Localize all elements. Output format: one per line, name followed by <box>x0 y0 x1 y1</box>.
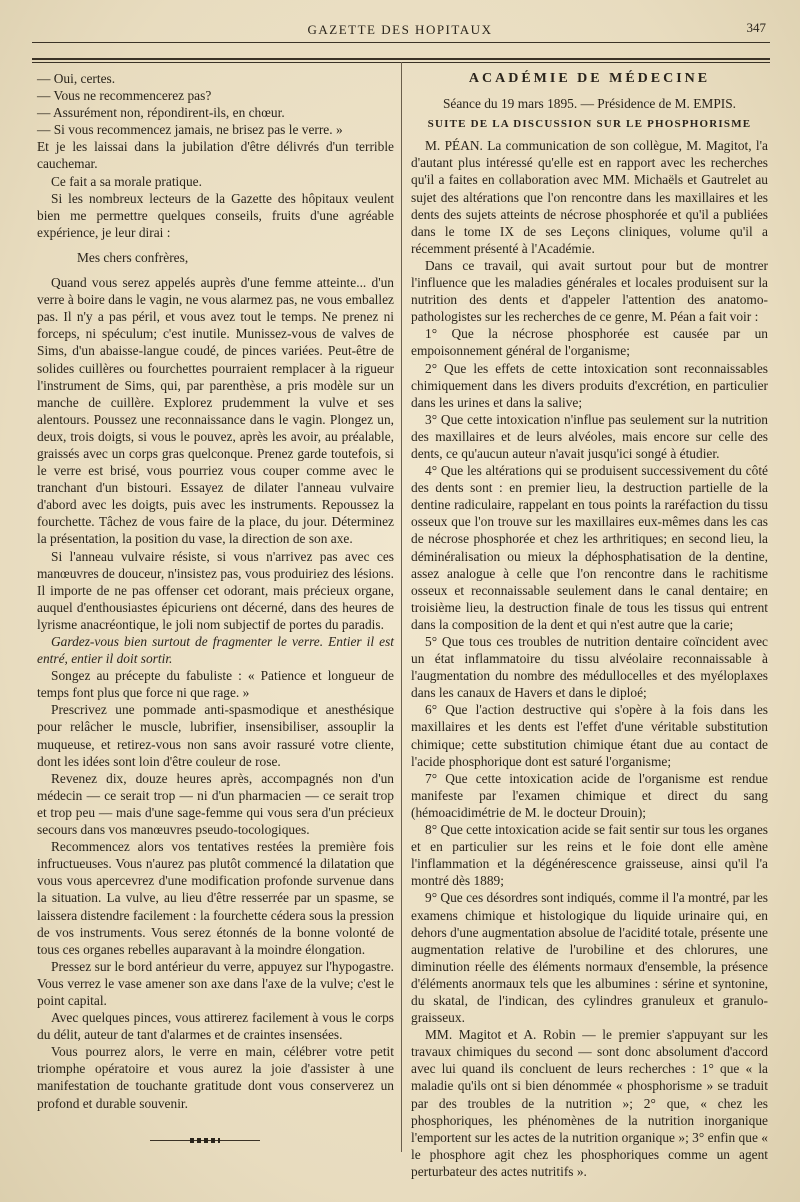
body-paragraph: Vous pourrez alors, le verre en main, célébrer votre petit triomphe opératoire et vous aurez la joie d'assister à une manifestation de touchante gratitude dont vous conserverez un profond et durable souvenir. <box>37 1044 394 1111</box>
body-paragraph: Avec quelques pinces, vous attirerez facilement à vous le corps du délit, auteur de tant d'alarmes et de craintes insensées. <box>37 1010 394 1043</box>
body-paragraph: Prescrivez une pommade anti-spasmodique et anesthésique pour relâcher le muscle, lubrifier, insensibiliser, assouplir la muqueuse, et retirez-vous non sans avoir rassuré votre cliente, dont les idées sont loin d'être couleur de rose. <box>37 702 394 769</box>
body-paragraph: Et je les laissai dans la jubilation d'être délivrés d'un terrible cauchemar. <box>37 139 394 172</box>
body-paragraph: Pressez sur le bord antérieur du verre, appuyez sur l'hypogastre. Vous verrez le vase amener son axe dans l'axe de la vulve; c'est le point capital. <box>37 958 394 1008</box>
numbered-point: 3° Que cette intoxication n'influe pas seulement sur la nutrition des maxillaires et de leurs alvéoles, mais encore sur celle des dents, ce qu'aucun auteur n'avait jusqu'ici songé à étudier. <box>411 411 768 461</box>
salutation: Mes chers confrères, <box>77 249 189 265</box>
numbered-point: 1° Que la nécrose phosphorée est causée par un empoisonnement général de l'organisme; <box>411 326 768 359</box>
page-number: 347 <box>746 20 766 35</box>
numbered-point: 2° Que les effets de cette intoxication sont reconnaissables chimiquement dans les divers produits d'excrétion, en particulier dans les urines et dans la salive; <box>411 360 768 410</box>
left-column <box>37 70 394 1112</box>
body-paragraph: Ce fait a sa morale pratique. <box>51 173 202 189</box>
dialogue-line: — Assurément non, répondirent-ils, en chœur. <box>37 105 285 121</box>
end-ornament <box>150 1138 260 1144</box>
session-line: Séance du 19 mars 1895. — Présidence de M. EMPIS. <box>442 96 737 112</box>
header-double-rule-top <box>32 58 770 60</box>
body-paragraph: Si l'anneau vulvaire résiste, si vous n'arrivez pas avec ces manœuvres de douceur, n'insistez pas, vous produiriez des lésions. Il importe de ne pas offenser cet odorant, mais précieux organe, auquel d'enthousiastes épicuriens ont décerné, dans des heures de lyrisme anacréontique, le joli nom subjectif de portes du paradis. <box>37 548 394 632</box>
body-paragraph: Dans ce travail, qui avait surtout pour but de montrer l'influence que les maladies générales et locales produisent sur la nutrition des dents et d'appeler l'attention des anatomo-pathologistes sur les recherches de ce genre, M. Péan a fait voir : <box>411 257 768 325</box>
journal-title: GAZETTE DES HOPITAUX <box>307 22 493 37</box>
body-paragraph: Songez au précepte du fabuliste : « Patience et longueur de temps font plus que force ni que rage. » <box>37 668 394 701</box>
numbered-point: 4° Que les altérations qui se produisent successivement du côté des dents sont : en premier lieu, la destruction partielle de la dentine radiculaire, rappelant en tous points la raréfaction du tissu osseux que l'on trouve sur les maxillaires eux-mêmes dans les cas de nécrose phosphorée et chez les arthritiques; en second lieu, la déminéralisation ou mieux la déphosphatisation de la dentine, assez analogue à celle que l'on rencontre dans le rachitisme osseux et reconnaissable seulement dans le canal dentaire; en troisième lieu, la destruction finale de tous les tissus qui entrent dans la composition de la dent et qui n'est autre que la carie; <box>411 463 768 632</box>
dialogue-line: — Si vous recommencez jamais, ne brisez pas le verre. » <box>37 122 343 138</box>
dialogue-line: — Oui, certes. <box>37 71 116 86</box>
column-divider <box>401 62 402 1152</box>
dialogue-line: — Vous ne recommencerez pas? <box>37 88 212 104</box>
header-rule <box>32 42 770 43</box>
body-paragraph: Quand vous serez appelés auprès d'une femme atteinte... d'un verre à boire dans le vagin, ne vous alarmez pas, ne vous emballez pas. Il n'y a pas péril, et vous avez tout le temps. Ne prenez ni forceps, ni spéculum; c'est inutile. Munissez-vous de valves de Sims, d'un abaisse-langue coudé, de pinces variées. Peut-être de solides cuillères ou fourchettes pourraient remplacer à la rigueur l'instrument de Sims, qui, par parenthèse, a pris modèle sur un manche de cuillère. Explorez prudemment la vulve et ses alentours. Poussez une reconnaissance dans le vagin. Plongez un, deux, trois doigts, si vous le pouvez, après les avoir, au préalable, graissés avec un corps gras quelconque. Prenez garde toutefois, si le verre est brisé, vous pourriez vous couper comme avec le tranchant d'un bistouri. Essayez de dilater l'anneau vulvaire d'abord avec les doigts, puis avec les instruments. Repoussez la fourchette. Tâchez de vous faire de la place, du jour. Déterminez la présentation, la position du vase, la direction de son axe. <box>37 275 394 547</box>
numbered-point: 7° Que cette intoxication acide de l'organisme est rendue manifeste par l'examen chimique et direct du sang (hémoacidimétrie de M. le docteur Drouin); <box>411 770 768 820</box>
body-paragraph: Recommencez alors vos tentatives restées la première fois infructueuses. Vous n'aurez pas plutôt commencé la dilatation que vous vous apercevrez d'une modification profonde survenue dans la situation. La vulve, au lieu d'être resserrée par un spasme, se laissera distendre facilement : la fourchette cédera sous la pression de vos instruments. Vous serez étonnés de la bonne volonté de tous ces organes rebelles auparavant à la moindre élongation. <box>37 839 394 957</box>
body-paragraph: Si les nombreux lecteurs de la Gazette des hôpitaux veulent bien me permettre quelques conseils, fruits d'une agréable expérience, je leur dirai : <box>37 190 394 240</box>
body-paragraph: Revenez dix, douze heures après, accompagnés non d'un médecin — ce serait trop — ni d'un pharmacien — ce serait trop et trop peu — mais d'une sage-femme qui vous sera d'un précieux secours dans vos manœuvres pseudo-tocologiques. <box>37 770 394 838</box>
italic-maxim: Gardez-vous bien surtout de fragmenter le verre. Entier il est entré, entier il doit sortir. <box>37 634 394 667</box>
page-header <box>30 20 770 42</box>
numbered-point: 6° Que l'action destructive qui s'opère à la fois dans les maxillaires et les dents est l'effet d'une véritable substitution chimique; cette substitution chimique étant due au contact de l'acide phosphorique dont est saturé l'organisme; <box>411 702 768 769</box>
right-column <box>411 70 768 1180</box>
body-paragraph: M. PÉAN. La communication de son collègue, M. Magitot, l'a d'autant plus intéressé qu'elle est en rapport avec les recherches qu'il a faites en collaboration avec MM. Michaëls et Gautrelet au sujet des altérations que l'on rencontre dans les maxillaires et les dents des sujets atteints de nécrose phosphorée et qu'il a publiées dans le tome IX de ses Leçons cliniques, volume qu'il a récemment présenté à l'Académie. <box>411 138 768 256</box>
numbered-point: 5° Que tous ces troubles de nutrition dentaire coïncident avec un état inflammatoire du tissu alvéolaire reconnaissable à l'augmentation du nombre des médullocelles et des myéloplaxes dans les canaux de Havers et dans le diploé; <box>411 634 768 701</box>
section-title: ACADÉMIE DE MÉDECINE <box>468 71 711 86</box>
numbered-point: 9° Que ces désordres sont indiqués, comme il l'a montré, par les examens chimique et histologique du liquide urinaire qui, en dehors d'une augmentation absolue de l'acidité totale, présente une augmentation relative de l'urobiline et des chlorures, une diminution réelle des éléments normaux d'ensemble, la présence d'éléments anormaux tels que les albumines : sérine et syntonine, du skatal, de l'indican, des cylindres granuleux et granulo-graisseux. <box>411 890 768 1026</box>
numbered-point: 8° Que cette intoxication acide se fait sentir sur tous les organes et en particulier sur les reins et le foie dont elle amène l'inflammation et la dégénérescence graisseuse, ainsi qu'il l'a montré dès 1889; <box>411 822 768 889</box>
body-paragraph: MM. Magitot et A. Robin — le premier s'appuyant sur les travaux chimiques du second — sont donc absolument d'accord avec lui quand ils concluent de leurs recherches : 1° que « la maladie qu'ils ont si bien dénommée « phosphorisme » se traduit par des troubles de la nutrition »; 2° que, « chez les phosphoriques, les phénomènes de la nutrition inorganique l'emportent sur les actes de la nutrition organique »; 3° enfin que « le phosphore agit chez les phosphoriques comme un agent perturbateur des actes nutritifs ». <box>411 1027 768 1179</box>
discussion-subhead: SUITE DE LA DISCUSSION SUR LE PHOSPHORISME <box>427 118 752 131</box>
